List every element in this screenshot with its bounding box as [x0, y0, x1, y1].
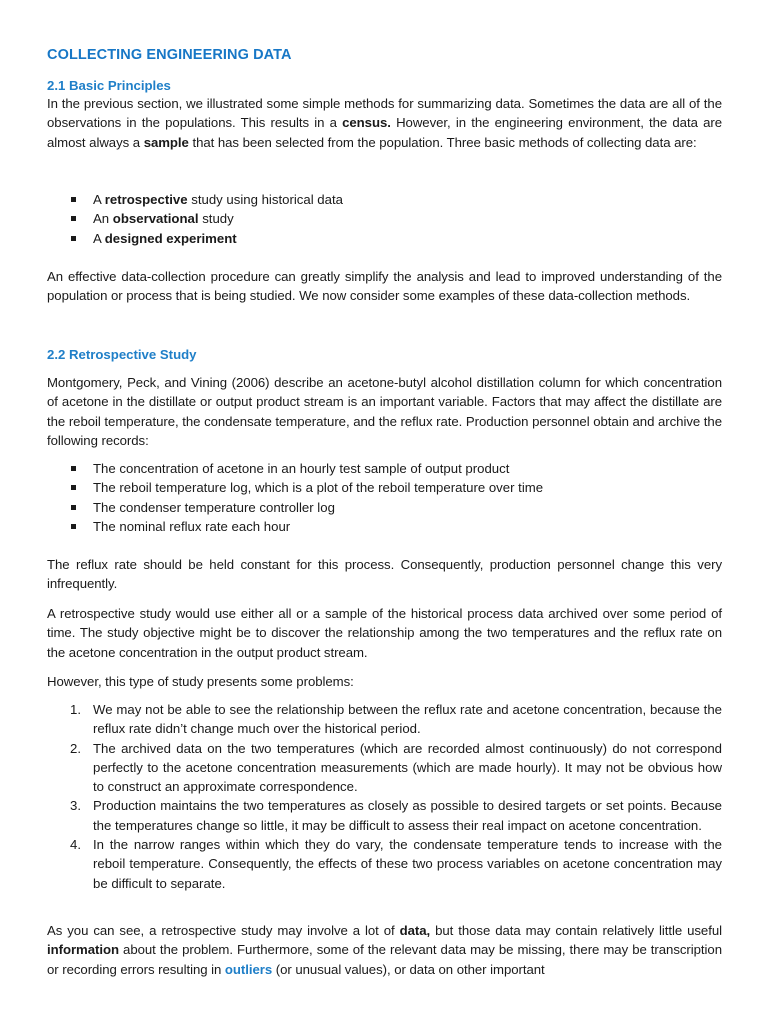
bullet-square-icon: [71, 485, 76, 490]
methods-list: [47, 190, 722, 248]
outliers-link[interactable]: outliers: [224, 961, 273, 977]
census-term: census.: [342, 115, 391, 131]
list-item: A retrospective study using historical data: [47, 190, 722, 209]
problems-list: [47, 700, 722, 893]
reflux-paragraph: The reflux rate should be held constant for this process. Consequently, production personnel change this very infrequently.: [47, 557, 722, 592]
information-term: information: [47, 942, 119, 958]
list-item: An observational study: [47, 209, 722, 228]
conclusion-paragraph: As you can see, a retrospective study may involve a lot of data, but those data may contain relatively little useful information about the problem. Furthermore, some of the relevant data may be missing, there may be transcription or recording errors resulting in outliers (or unusual values), or data on other important: [47, 923, 722, 977]
list-item: 2. The archived data on the two temperatures (which are recorded almost continuously) do not correspond perfectly to the acetone concentration measurements (which are made hourly). It may not be obvious how to construct an approximate correspondence.: [70, 740, 722, 795]
intro-paragraph: [47, 94, 722, 152]
list-item: The concentration of acetone in an hourly test sample of output product: [47, 459, 722, 478]
closing-paragraph: An effective data-collection procedure can greatly simplify the analysis and lead to improved understanding of the population or process that is being studied. We now consider some examples of these data-collection methods.: [47, 269, 722, 304]
retrospective-study-paragraph: A retrospective study would use either all or a sample of the historical process data archived over some period of time. The study objective might be to discover the relationship among the two temperatures and the reflux rate on the acetone concentration in the output product stream.: [47, 606, 722, 660]
intro-text-c: However, in the engineering environment, the data are almost always a: [47, 115, 722, 150]
list-item: 4. In the narrow ranges within which they do vary, the condensate temperature tends to increase with the reboil temperature. Consequently, the effects of these two process variables on acetone concentration may be difficult to separate.: [70, 837, 722, 891]
intro-text-e: that has been selected from the population. Three basic methods of collecting data are:: [188, 134, 697, 150]
list-item: The condenser temperature controller log: [47, 498, 722, 517]
list-item: 3. Production maintains the two temperatures as closely as possible to desired targets or set points. Because the temperatures change so little, it may be difficult to assess their real impact on acetone concentration.: [70, 798, 722, 833]
list-item: The reboil temperature log, which is a plot of the reboil temperature over time: [47, 478, 722, 497]
list-item: A designed experiment: [47, 229, 722, 248]
bullet-square-icon: [71, 197, 76, 202]
distillation-paragraph: Montgomery, Peck, and Vining (2006) describe an acetone-butyl alcohol distillation column for which concentration of acetone in the distillate or output product stream is an important variable. Factors that may affect the distillate are the reboil temperature, the condensate temperature, and the reflux rate. Production personnel obtain and archive the following records:: [47, 375, 722, 448]
list-item: 1. We may not be able to see the relationship between the reflux rate and acetone concentration, because the reflux rate didn’t change much over the historical period.: [70, 702, 722, 737]
bullet-square-icon: [71, 466, 76, 471]
sample-term: sample: [143, 134, 189, 150]
intro-text-a: In the previous section, we illustrated some simple methods for summarizing data. Sometimes the data are all of the observations in the populations. This results in a: [47, 96, 722, 131]
records-list: [47, 459, 722, 536]
page-title: COLLECTING ENGINEERING DATA: [47, 47, 292, 63]
bullet-square-icon: [71, 236, 76, 241]
problems-intro: However, this type of study presents some problems:: [47, 674, 354, 689]
list-item: The nominal reflux rate each hour: [47, 517, 722, 536]
section-heading-retrospective-study: 2.2 Retrospective Study: [47, 347, 197, 362]
data-term: data,: [399, 923, 431, 938]
section-heading-basic-principles: 2.1 Basic Principles: [47, 78, 171, 93]
bullet-square-icon: [71, 505, 76, 510]
bullet-square-icon: [71, 216, 76, 221]
bullet-square-icon: [71, 524, 76, 529]
